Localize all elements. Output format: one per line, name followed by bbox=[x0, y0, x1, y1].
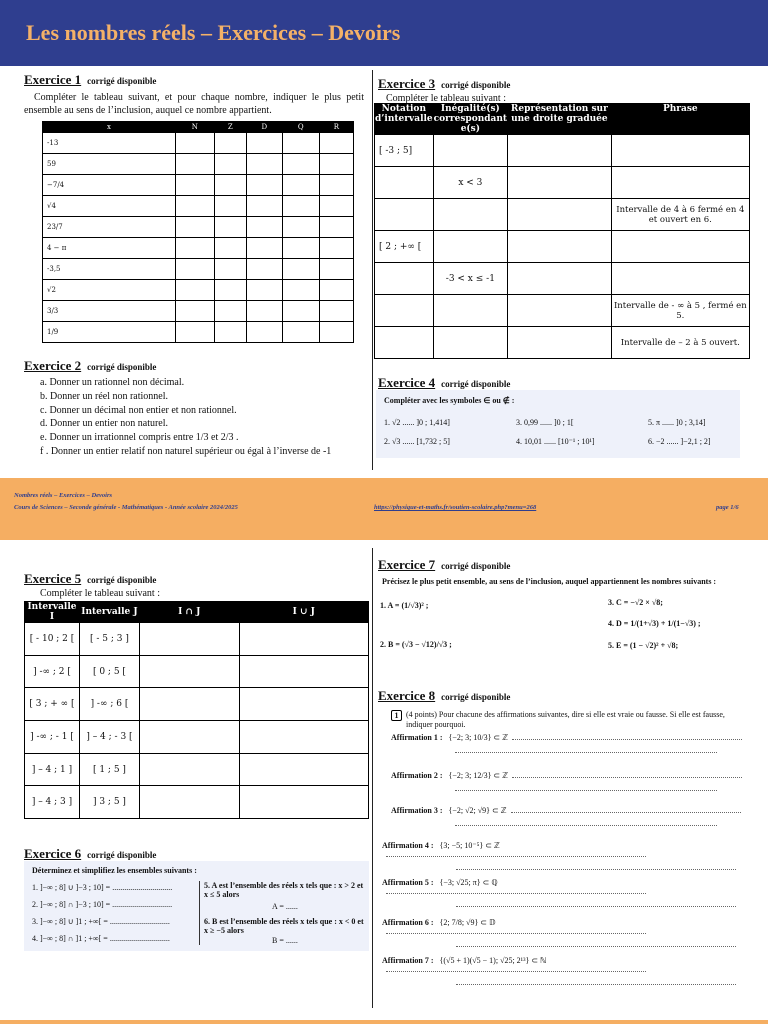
number-cell: 23/7 bbox=[43, 217, 176, 238]
number-cell: -3,5 bbox=[43, 259, 176, 280]
exercise-6-answer: B = ...... bbox=[272, 936, 298, 945]
exercise-5-title: Exercice 5 bbox=[24, 571, 82, 586]
table-row bbox=[43, 154, 354, 175]
exercise-7-item: 5. E = (1 − √2)² + √8; bbox=[608, 641, 679, 650]
table-cell: -3 < x ≤ -1 bbox=[433, 263, 507, 295]
exercise-7-item: 1. A = (1/√3)² ; bbox=[380, 601, 429, 610]
answer-cell[interactable] bbox=[319, 322, 353, 343]
exercise-6-title: Exercice 6 bbox=[24, 846, 82, 861]
answer-cell[interactable] bbox=[246, 238, 282, 259]
table-row bbox=[25, 688, 369, 721]
number-cell: 1/9 bbox=[43, 322, 176, 343]
number-cell: -13 bbox=[43, 133, 176, 154]
answer-cell[interactable] bbox=[175, 175, 214, 196]
table-row bbox=[43, 133, 354, 154]
exercise-7-item: 4. D = 1/(1+√3) + 1/(1−√3) ; bbox=[608, 619, 701, 628]
answer-cell[interactable] bbox=[239, 721, 368, 754]
answer-cell[interactable] bbox=[282, 280, 319, 301]
answer-cell[interactable] bbox=[433, 199, 507, 231]
list-item: c. Donner un décimal non entier et non rationnel. bbox=[40, 404, 237, 416]
answer-line[interactable] bbox=[455, 825, 717, 826]
exercise-4-item: 3. 0,99 ...... ]0 ; 1[ bbox=[516, 418, 574, 427]
exercise-6-item: 1. ]−∞ ; 8] ∪ ]−3 ; 10] = .............................. bbox=[32, 883, 173, 892]
answer-cell[interactable] bbox=[246, 154, 282, 175]
answer-cell[interactable] bbox=[214, 259, 246, 280]
table-row bbox=[375, 199, 750, 231]
exercise-3-title: Exercice 3 bbox=[378, 76, 436, 91]
answer-cell[interactable] bbox=[246, 259, 282, 280]
table-row bbox=[375, 167, 750, 199]
list-item: a. Donner un rationnel non décimal. bbox=[40, 377, 185, 388]
exercise-4-item: 6. −2 ...... ]−2,1 ; 2] bbox=[648, 437, 711, 446]
answer-cell[interactable] bbox=[319, 238, 353, 259]
exercise-7-item: 3. C = −√2 × √8; bbox=[608, 598, 663, 607]
answer-cell[interactable] bbox=[508, 231, 612, 263]
affirmation-math: {3; −5; 10⁻⁵} ⊂ ℤ bbox=[439, 841, 500, 850]
exercise-4-title: Exercice 4 bbox=[378, 375, 436, 390]
answer-cell[interactable] bbox=[375, 327, 434, 359]
footer-line-2: Cours de Sciences – Seconde générale - Mathématiques - Année scolaire 2024/2025 bbox=[14, 504, 238, 511]
table-header-cell: D bbox=[246, 122, 282, 133]
answer-line[interactable] bbox=[512, 777, 742, 778]
table-row bbox=[43, 322, 354, 343]
table-row bbox=[25, 655, 369, 688]
table-header-cell: Phrase bbox=[611, 104, 749, 135]
exercise-4-item: 2. √3 ...... [1,732 ; 5] bbox=[384, 437, 450, 446]
answer-line[interactable] bbox=[386, 856, 646, 857]
answer-cell[interactable] bbox=[433, 327, 507, 359]
number-cell: −7/4 bbox=[43, 175, 176, 196]
answer-cell[interactable] bbox=[375, 263, 434, 295]
interval-cell: ] -∞ ; - 1 [ bbox=[25, 721, 80, 754]
answer-cell[interactable] bbox=[282, 175, 319, 196]
answer-cell[interactable] bbox=[611, 231, 749, 263]
answer-cell[interactable] bbox=[282, 301, 319, 322]
exercise-3: Exercice 3 corrigé disponible Compléter le tableau suivant : bbox=[378, 76, 758, 105]
answer-cell[interactable] bbox=[246, 322, 282, 343]
table-header-cell: x bbox=[43, 122, 176, 133]
answer-cell[interactable] bbox=[239, 786, 368, 819]
answer-cell[interactable] bbox=[282, 154, 319, 175]
answer-cell[interactable] bbox=[175, 196, 214, 217]
table-cell: x < 3 bbox=[433, 167, 507, 199]
answer-line[interactable] bbox=[512, 739, 742, 740]
affirmation-label: Affirmation 1 : bbox=[391, 733, 443, 742]
interval-cell: [ - 10 ; 2 [ bbox=[25, 623, 80, 656]
exercise-2: Exercice 2 corrigé disponible a. Donner un rationnel non décimal. b. Donner un réel non rationnel. c. Donner un décimal non entier et non rationnel. d. Donner un entier non naturel. e. Donner un irrationnel compris entre 1/3 et 2/3 . f . Donner un entier relatif non naturel supérieur ou égal à l’inverse de -1 bbox=[24, 358, 369, 459]
affirmation-item bbox=[391, 771, 748, 791]
answer-cell[interactable] bbox=[611, 135, 749, 167]
answer-cell[interactable] bbox=[508, 327, 612, 359]
number-cell: 59 bbox=[43, 154, 176, 175]
answer-cell[interactable] bbox=[214, 133, 246, 154]
answer-cell[interactable] bbox=[239, 623, 368, 656]
affirmation-label: Affirmation 4 : bbox=[382, 841, 434, 850]
table-row bbox=[375, 327, 750, 359]
answer-line[interactable] bbox=[456, 984, 736, 985]
answer-cell[interactable] bbox=[282, 259, 319, 280]
table-header-cell: Intervalle J bbox=[79, 602, 139, 623]
affirmation-item bbox=[391, 733, 748, 753]
answer-line[interactable] bbox=[386, 893, 646, 894]
answer-cell[interactable] bbox=[319, 133, 353, 154]
table-row bbox=[43, 196, 354, 217]
answer-cell[interactable] bbox=[282, 322, 319, 343]
exercise-4-item: 1. √2 ...... ]0 ; 1,414] bbox=[384, 418, 450, 427]
answer-line[interactable] bbox=[456, 869, 736, 870]
affirmation-item bbox=[382, 918, 748, 947]
table-row bbox=[375, 295, 750, 327]
exercise-3-table bbox=[374, 103, 750, 359]
table-row bbox=[375, 231, 750, 263]
affirmation-math: {−2; 3; 10/3} ⊂ ℤ bbox=[448, 733, 509, 742]
table-header-cell: R bbox=[319, 122, 353, 133]
answer-cell[interactable] bbox=[375, 295, 434, 327]
exercise-6-answer: A = ...... bbox=[272, 902, 298, 911]
affirmation-math: {−2; 3; 12/3} ⊂ ℤ bbox=[448, 771, 509, 780]
number-cell: 4 − π bbox=[43, 238, 176, 259]
number-cell: 3/3 bbox=[43, 301, 176, 322]
exercise-6: Exercice 6 corrigé disponible bbox=[24, 846, 157, 861]
exercise-1-text: Compléter le tableau suivant, et pour chaque nombre, indiquer le plus petit ensemble au sens de l’inclusion, auquel ce nombre appartient. bbox=[24, 92, 364, 116]
answer-cell[interactable] bbox=[319, 196, 353, 217]
table-cell: Intervalle de – 2 à 5 ouvert. bbox=[611, 327, 749, 359]
page-title: Les nombres réels – Exercices – Devoirs bbox=[26, 20, 401, 45]
answer-cell[interactable] bbox=[139, 786, 239, 819]
answer-cell[interactable] bbox=[246, 280, 282, 301]
exercise-1 bbox=[24, 72, 364, 343]
answer-line[interactable] bbox=[511, 812, 741, 813]
answer-cell[interactable] bbox=[175, 154, 214, 175]
table-row bbox=[43, 217, 354, 238]
table-row bbox=[43, 238, 354, 259]
exercise-6-text: Déterminez et simplifiez les ensembles suivants : bbox=[32, 866, 197, 875]
interval-cell: ] -∞ ; 2 [ bbox=[25, 655, 80, 688]
affirmation-label: Affirmation 7 : bbox=[382, 956, 434, 965]
exercise-7: Exercice 7 corrigé disponible Précisez le plus petit ensemble, au sens de l’inclusion, auquel appartiennent les nombres suivants : bbox=[378, 557, 758, 586]
page-footer-band bbox=[0, 478, 768, 540]
affirmation-label: Affirmation 2 : bbox=[391, 771, 443, 780]
list-item: f . Donner un entier relatif non naturel supérieur ou égal à l’inverse de -1 bbox=[40, 445, 332, 457]
exercise-8-intro: (4 points) Pour chacune des affirmations suivantes, dire si elle est vraie ou fausse. Si elle est fausse, indiquer pourquoi. bbox=[406, 710, 725, 729]
exercise-8: Exercice 8 corrigé disponible bbox=[378, 688, 511, 703]
table-row bbox=[43, 301, 354, 322]
interval-cell: [ 1 ; 5 ] bbox=[79, 753, 139, 786]
answer-cell[interactable] bbox=[375, 167, 434, 199]
table-header-cell: Intervalle I bbox=[25, 602, 80, 623]
answer-cell[interactable] bbox=[282, 196, 319, 217]
answer-cell[interactable] bbox=[139, 721, 239, 754]
answer-cell[interactable] bbox=[214, 301, 246, 322]
answer-cell[interactable] bbox=[611, 263, 749, 295]
table-row bbox=[375, 135, 750, 167]
affirmation-item bbox=[382, 878, 748, 907]
answer-line[interactable] bbox=[456, 946, 736, 947]
page-header bbox=[0, 0, 768, 66]
table-row bbox=[43, 259, 354, 280]
exercise-1-table bbox=[42, 121, 354, 343]
answer-line[interactable] bbox=[455, 752, 717, 753]
answer-cell[interactable] bbox=[319, 301, 353, 322]
answer-cell[interactable] bbox=[175, 217, 214, 238]
exercise-7-item: 2. B = (√3 − √12)/√3 ; bbox=[380, 640, 452, 649]
answer-cell[interactable] bbox=[319, 175, 353, 196]
answer-cell[interactable] bbox=[175, 322, 214, 343]
answer-cell[interactable] bbox=[246, 133, 282, 154]
table-header-cell: Inégalité(s) correspondant e(s) bbox=[433, 104, 508, 134]
table-row bbox=[43, 175, 354, 196]
answer-cell[interactable] bbox=[611, 167, 749, 199]
exercise-7-title: Exercice 7 bbox=[378, 557, 436, 572]
answer-cell[interactable] bbox=[139, 655, 239, 688]
table-header-cell: Z bbox=[214, 122, 246, 133]
exercise-6-item: 6. B est l’ensemble des réels x tels que : x < 0 et x ≥ −5 alors bbox=[204, 917, 364, 935]
answer-cell[interactable] bbox=[508, 167, 612, 199]
answer-cell[interactable] bbox=[214, 154, 246, 175]
answer-line[interactable] bbox=[386, 971, 646, 972]
table-row bbox=[375, 263, 750, 295]
answer-cell[interactable] bbox=[433, 231, 507, 263]
answer-cell[interactable] bbox=[246, 217, 282, 238]
affirmation-item bbox=[391, 806, 748, 826]
table-header-cell: Notation d’intervalle bbox=[375, 104, 434, 135]
list-item: d. Donner un entier non naturel. bbox=[40, 418, 169, 430]
answer-cell[interactable] bbox=[214, 217, 246, 238]
answer-cell[interactable] bbox=[246, 301, 282, 322]
answer-cell[interactable] bbox=[175, 238, 214, 259]
answer-line[interactable] bbox=[456, 906, 736, 907]
page-number: page 1/6 bbox=[716, 504, 739, 511]
corrige-label: corrigé disponible bbox=[87, 76, 157, 86]
answer-cell[interactable] bbox=[282, 238, 319, 259]
answer-cell[interactable] bbox=[246, 196, 282, 217]
answer-cell[interactable] bbox=[239, 655, 368, 688]
number-cell: √4 bbox=[43, 196, 176, 217]
exercise-4: Exercice 4 corrigé disponible bbox=[378, 375, 511, 390]
interval-cell: ] -∞ ; 6 [ bbox=[79, 688, 139, 721]
exercise-6-divider bbox=[199, 881, 200, 945]
exercise-6-box bbox=[24, 861, 369, 951]
table-row bbox=[25, 721, 369, 754]
affirmation-label: Affirmation 5 : bbox=[382, 878, 434, 887]
table-row bbox=[25, 786, 369, 819]
exercise-4-box bbox=[376, 390, 740, 458]
answer-cell[interactable] bbox=[239, 753, 368, 786]
exercise-4-text: Compléter avec les symboles ∈ ou ∉ : bbox=[384, 396, 515, 405]
exercise-6-item: 2. ]−∞ ; 8] ∩ ]−3 ; 10] = .............................. bbox=[32, 900, 173, 909]
column-divider bbox=[372, 548, 373, 1008]
answer-cell[interactable] bbox=[214, 175, 246, 196]
table-row bbox=[25, 623, 369, 656]
affirmation-math: {2; 7/8; √9} ⊂ 𝔻 bbox=[439, 918, 496, 927]
answer-cell[interactable] bbox=[175, 280, 214, 301]
affirmation-math: {−2; √2; √9} ⊂ ℤ bbox=[448, 806, 507, 815]
exercise-6-item: 5. A est l’ensemble des réels x tels que : x > 2 et x ≤ 5 alors bbox=[204, 881, 364, 899]
table-row bbox=[43, 280, 354, 301]
exercise-4-item: 5. π ...... ]0 ; 3,14] bbox=[648, 418, 706, 427]
exercise-1-title: Exercice 1 bbox=[24, 72, 82, 87]
exercise-5: Exercice 5 corrigé disponible Compléter le tableau suivant : bbox=[24, 571, 369, 600]
answer-cell[interactable] bbox=[319, 217, 353, 238]
answer-cell[interactable] bbox=[246, 175, 282, 196]
answer-cell[interactable] bbox=[319, 259, 353, 280]
interval-cell: [ - 5 ; 3 ] bbox=[79, 623, 139, 656]
question-number-badge: 1 bbox=[391, 710, 402, 721]
answer-cell[interactable] bbox=[214, 196, 246, 217]
table-header-cell: Représentation sur une droite graduée bbox=[508, 104, 612, 135]
affirmation-item bbox=[382, 841, 748, 870]
number-cell: √2 bbox=[43, 280, 176, 301]
bottom-rule bbox=[0, 1020, 768, 1024]
answer-cell[interactable] bbox=[175, 301, 214, 322]
table-row bbox=[25, 753, 369, 786]
answer-line[interactable] bbox=[386, 933, 646, 934]
answer-cell[interactable] bbox=[508, 263, 612, 295]
exercise-6-item: 3. ]−∞ ; 8] ∪ ]1 ; +∞[ = .............................. bbox=[32, 917, 170, 926]
table-cell: [ -3 ; 5] bbox=[375, 135, 434, 167]
table-cell: Intervalle de 4 à 6 fermé en 4 et ouvert en 6. bbox=[611, 199, 749, 231]
answer-cell[interactable] bbox=[239, 688, 368, 721]
interval-cell: [ 0 ; 5 [ bbox=[79, 655, 139, 688]
table-header-cell: I ∩ J bbox=[139, 602, 239, 623]
answer-cell[interactable] bbox=[508, 199, 612, 231]
answer-cell[interactable] bbox=[139, 753, 239, 786]
list-item: e. Donner un irrationnel compris entre 1/3 et 2/3 . bbox=[40, 432, 239, 444]
answer-cell[interactable] bbox=[433, 295, 507, 327]
answer-cell[interactable] bbox=[282, 217, 319, 238]
answer-cell[interactable] bbox=[214, 238, 246, 259]
answer-cell[interactable] bbox=[175, 133, 214, 154]
answer-cell[interactable] bbox=[433, 135, 507, 167]
affirmation-math: {(√5 + 1)(√5 − 1); √25; 2¹³} ⊂ ℕ bbox=[439, 956, 547, 965]
table-header-cell: N bbox=[175, 122, 214, 133]
answer-cell[interactable] bbox=[319, 280, 353, 301]
exercise-7-text: Précisez le plus petit ensemble, au sens de l’inclusion, auquel appartiennent les nombres suivants : bbox=[382, 577, 717, 586]
answer-cell[interactable] bbox=[508, 135, 612, 167]
table-cell: [ 2 ; +∞ [ bbox=[375, 231, 434, 263]
column-divider bbox=[372, 70, 373, 470]
list-item: b. Donner un réel non rationnel. bbox=[40, 390, 169, 402]
exercise-2-title: Exercice 2 bbox=[24, 358, 82, 373]
answer-cell[interactable] bbox=[175, 259, 214, 280]
table-header-cell: I ∪ J bbox=[239, 602, 368, 623]
interval-cell: [ 3 ; + ∞ [ bbox=[25, 688, 80, 721]
answer-cell[interactable] bbox=[139, 623, 239, 656]
footer-line-1: Nombres réels – Exercices – Devoirs bbox=[14, 492, 113, 499]
answer-cell[interactable] bbox=[508, 295, 612, 327]
exercise-3-text: Compléter le tableau suivant : bbox=[386, 93, 506, 104]
exercise-4-item: 4. 10,01 ...... [10⁻¹ ; 10¹] bbox=[516, 437, 595, 446]
answer-line[interactable] bbox=[455, 790, 717, 791]
footer-url-link[interactable]: https://physique-et-maths.fr/soutien-scolaire.php?menu=268 bbox=[374, 504, 537, 511]
interval-cell: ] – 4 ; - 3 [ bbox=[79, 721, 139, 754]
interval-cell: ] – 4 ; 1 ] bbox=[25, 753, 80, 786]
exercise-2-list bbox=[40, 376, 369, 459]
exercise-5-table bbox=[24, 601, 369, 819]
exercise-8-title: Exercice 8 bbox=[378, 688, 436, 703]
affirmation-math: {−3; √25; π} ⊂ ℚ bbox=[439, 878, 498, 887]
table-header-cell: Q bbox=[282, 122, 319, 133]
interval-cell: ] – 4 ; 3 ] bbox=[25, 786, 80, 819]
answer-cell[interactable] bbox=[375, 199, 434, 231]
table-cell: Intervalle de - ∞ à 5 , fermé en 5. bbox=[611, 295, 749, 327]
answer-cell[interactable] bbox=[139, 688, 239, 721]
answer-cell[interactable] bbox=[214, 322, 246, 343]
affirmation-label: Affirmation 6 : bbox=[382, 918, 434, 927]
exercise-6-item: 4. ]−∞ ; 8] ∩ ]1 ; +∞[ = .............................. bbox=[32, 934, 170, 943]
answer-cell[interactable] bbox=[319, 154, 353, 175]
affirmation-item bbox=[382, 956, 748, 985]
answer-cell[interactable] bbox=[214, 280, 246, 301]
affirmation-label: Affirmation 3 : bbox=[391, 806, 443, 815]
interval-cell: ] 3 ; 5 ] bbox=[79, 786, 139, 819]
exercise-5-text: Compléter le tableau suivant : bbox=[40, 588, 160, 599]
answer-cell[interactable] bbox=[282, 133, 319, 154]
